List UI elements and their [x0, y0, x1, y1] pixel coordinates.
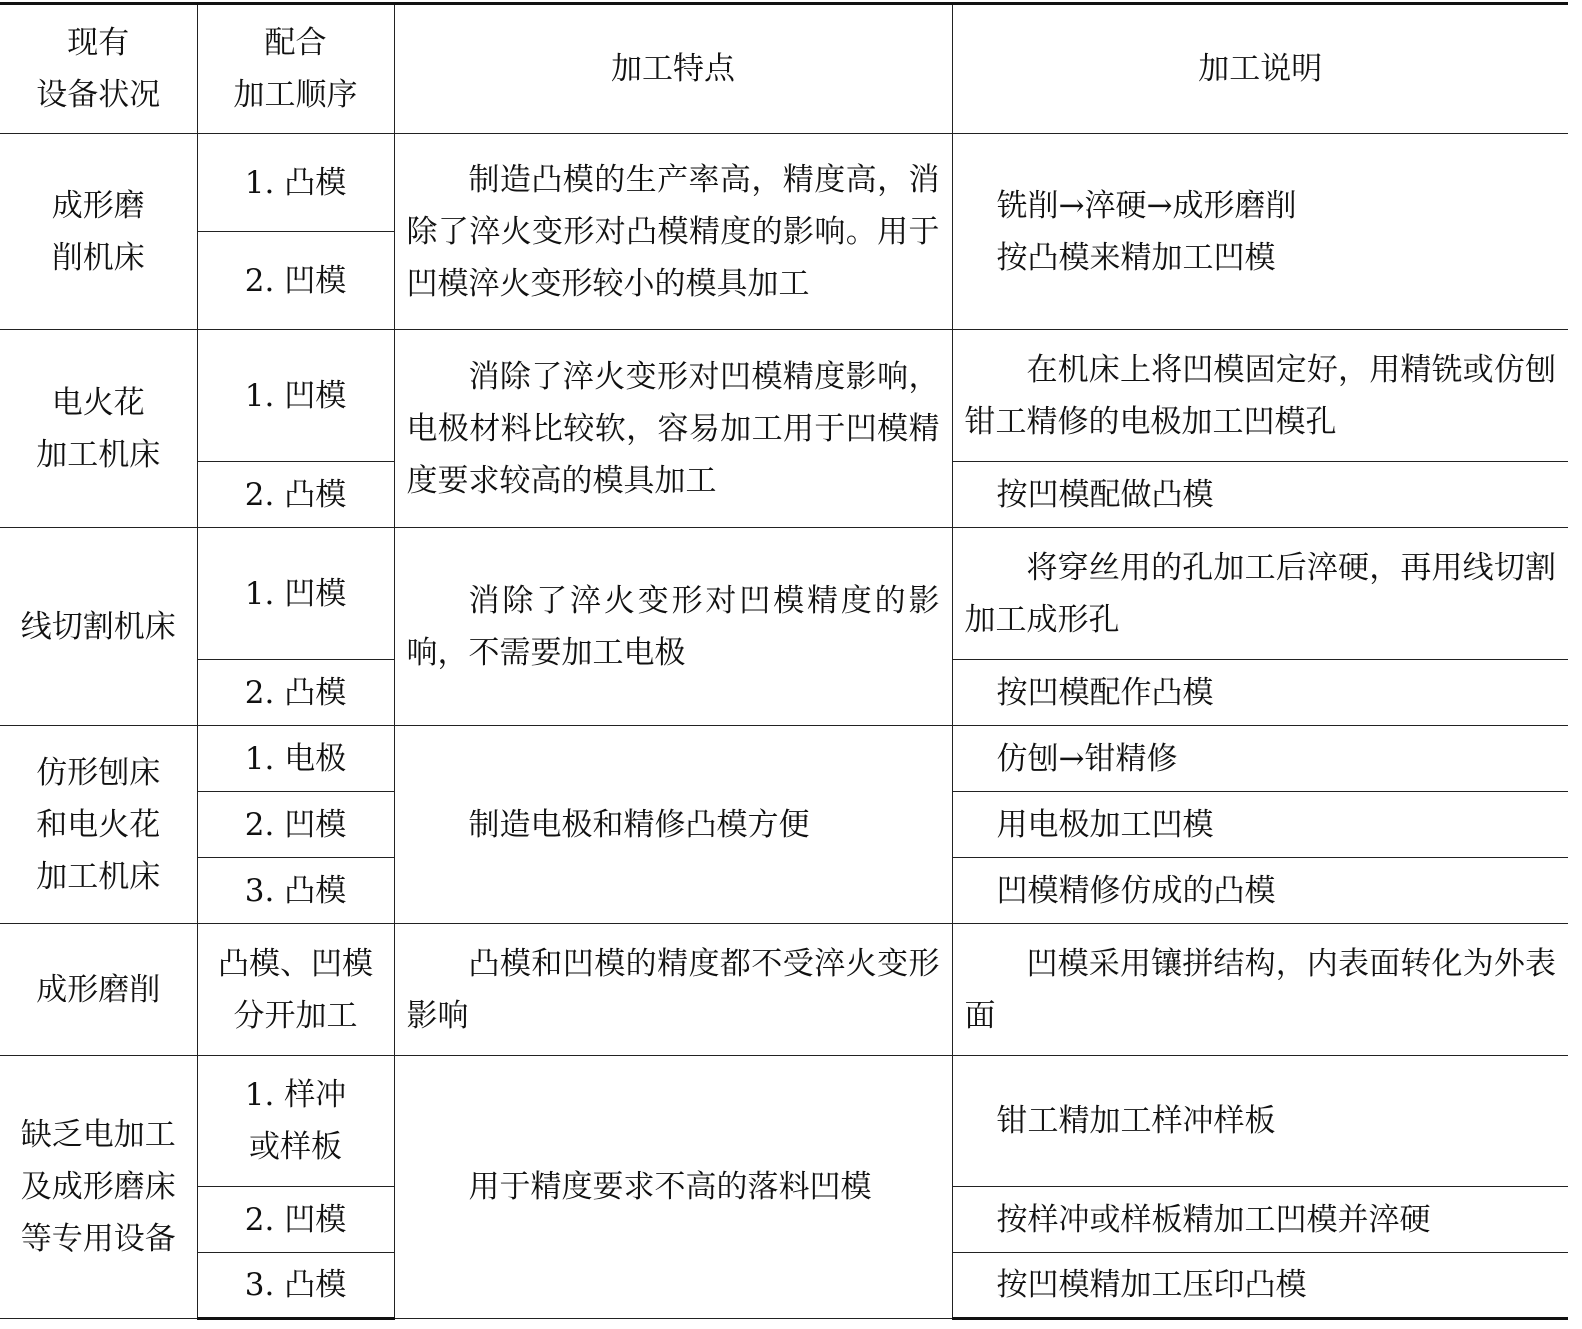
- note-cell: 凹模精修仿成的凸模: [952, 858, 1568, 924]
- equipment-cell: 仿形刨床 和电火花 加工机床: [0, 726, 197, 924]
- note-cell: 凹模采用镶拼结构，内表面转化为外表面: [952, 924, 1568, 1056]
- sequence-cell: 1. 凹模: [197, 330, 394, 462]
- note-cell: 按凹模配做凸模: [952, 462, 1568, 528]
- feature-cell: 制造凸模的生产率高，精度高，消除了淬火变形对凸模精度的影响。用于凹模淬火变形较小的模具加工: [394, 134, 952, 330]
- header-notes: 加工说明: [952, 4, 1568, 134]
- equipment-cell: 电火花 加工机床: [0, 330, 197, 528]
- table-row: [0, 726, 1568, 792]
- feature-cell: 消除了淬火变形对凹模精度影响，电极材料比较软，容易加工用于凹模精度要求较高的模具加工: [394, 330, 952, 528]
- note-cell: 仿刨→钳精修: [952, 726, 1568, 792]
- sequence-cell: 1. 样冲 或样板: [197, 1056, 394, 1187]
- note-cell: 在机床上将凹模固定好，用精铣或仿刨钳工精修的电极加工凹模孔: [952, 330, 1568, 462]
- note-cell: 按凹模精加工压印凸模: [952, 1253, 1568, 1319]
- equipment-cell: 成形磨削: [0, 924, 197, 1056]
- note-cell: 用电极加工凹模: [952, 792, 1568, 858]
- table-row: [0, 1056, 1568, 1187]
- sequence-cell: 1. 凸模: [197, 134, 394, 232]
- sequence-cell: 1. 凹模: [197, 528, 394, 660]
- feature-cell: 消除了淬火变形对凹模精度的影响，不需要加工电极: [394, 528, 952, 726]
- note-cell: 按凹模配作凸模: [952, 660, 1568, 726]
- sequence-cell: 2. 凹模: [197, 232, 394, 330]
- sequence-cell: 2. 凹模: [197, 1187, 394, 1253]
- table-row: [0, 528, 1568, 660]
- equipment-cell: 成形磨 削机床: [0, 134, 197, 330]
- note-cell: 钳工精加工样冲样板: [952, 1056, 1568, 1187]
- feature-cell: 制造电极和精修凸模方便: [394, 726, 952, 924]
- process-table: [0, 2, 1568, 1320]
- feature-cell: 凸模和凹模的精度都不受淬火变形影响: [394, 924, 952, 1056]
- header-feature: 加工特点: [394, 4, 952, 134]
- sequence-cell: 3. 凸模: [197, 858, 394, 924]
- table-row: [0, 134, 1568, 232]
- header-equipment: 现有 设备状况: [0, 4, 197, 134]
- sequence-cell: 2. 凹模: [197, 792, 394, 858]
- sequence-cell: 凸模、凹模 分开加工: [197, 924, 394, 1056]
- note-cell: 将穿丝用的孔加工后淬硬，再用线切割加工成形孔: [952, 528, 1568, 660]
- feature-cell: 用于精度要求不高的落料凹模: [394, 1056, 952, 1319]
- sequence-cell: 2. 凸模: [197, 462, 394, 528]
- note-cell: 按样冲或样板精加工凹模并淬硬: [952, 1187, 1568, 1253]
- table-row: [0, 924, 1568, 1056]
- sequence-cell: 3. 凸模: [197, 1253, 394, 1319]
- sequence-cell: 2. 凸模: [197, 660, 394, 726]
- sequence-cell: 1. 电极: [197, 726, 394, 792]
- table-row: [0, 330, 1568, 462]
- header-sequence: 配合 加工顺序: [197, 4, 394, 134]
- equipment-cell: 缺乏电加工 及成形磨床 等专用设备: [0, 1056, 197, 1319]
- note-cell: 铣削→淬硬→成形磨削 按凸模来精加工凹模: [952, 134, 1568, 330]
- table-header-row: [0, 4, 1568, 134]
- equipment-cell: 线切割机床: [0, 528, 197, 726]
